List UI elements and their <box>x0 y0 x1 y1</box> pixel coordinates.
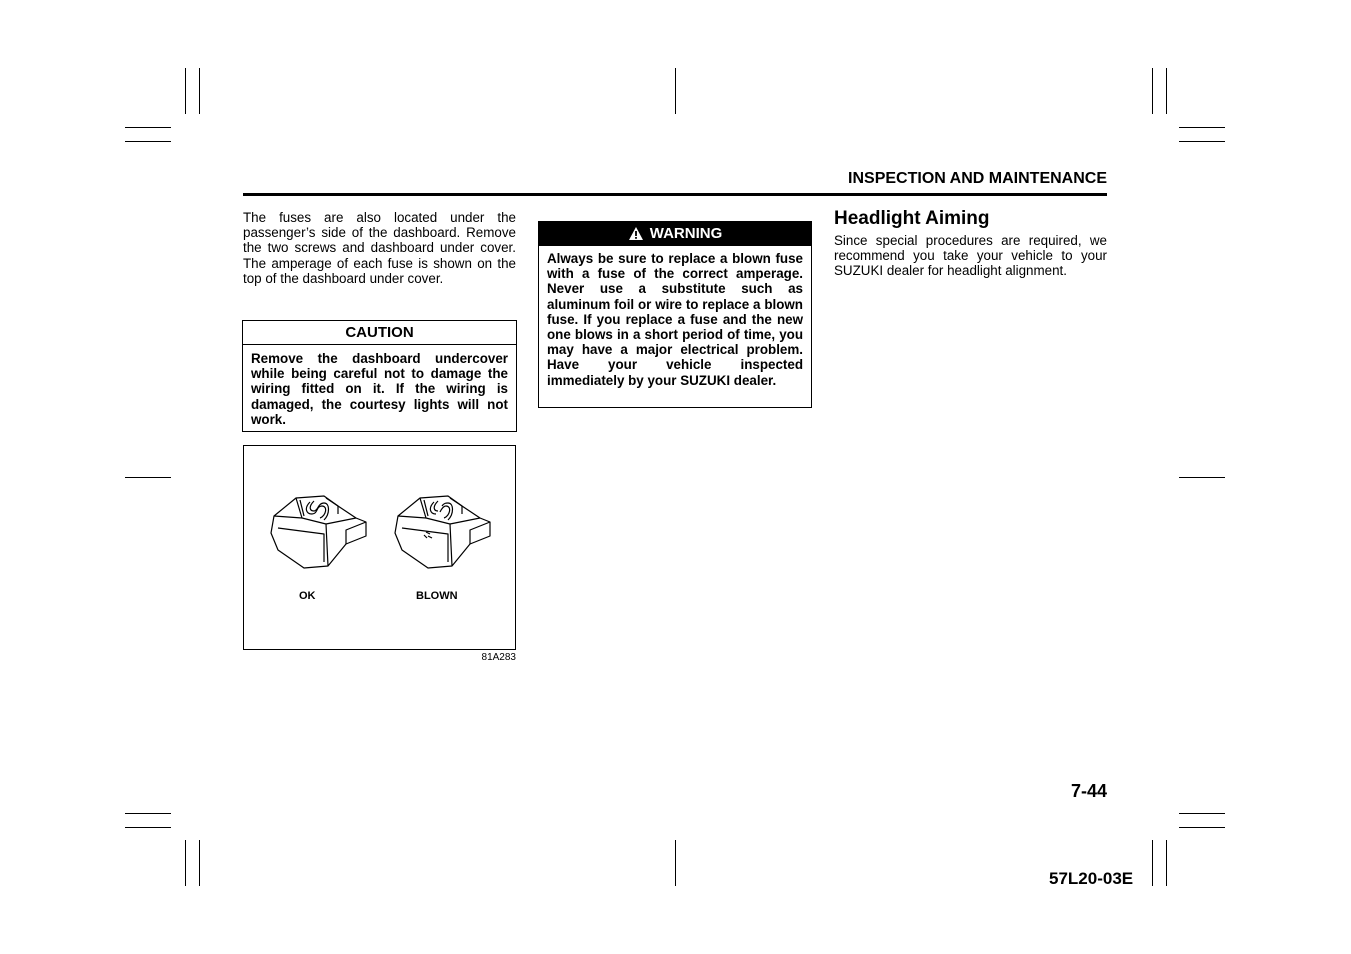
crop-mark <box>1166 68 1167 114</box>
fuse-location-text: The fuses are also located under the passenger’s side of the dashboard. Remove the two screws and dashboard under cover. The amperage of each fuse is shown on the top of the dashboard under cover. <box>243 210 516 286</box>
crop-mark <box>125 827 171 828</box>
crop-mark <box>199 68 200 114</box>
warning-box <box>538 221 812 408</box>
fuse-ok-label: OK <box>299 590 316 602</box>
crop-mark <box>1179 477 1225 478</box>
crop-mark <box>199 840 200 886</box>
page-number: 7-44 <box>1070 781 1107 801</box>
crop-mark <box>1166 840 1167 886</box>
crop-mark <box>125 127 171 128</box>
page-header <box>243 170 1107 196</box>
headlight-aiming-heading: Headlight Aiming <box>834 208 990 229</box>
fuse-ok-illustration <box>266 488 376 578</box>
crop-mark <box>185 68 186 114</box>
fuse-figure <box>243 445 516 650</box>
fuse-blown-illustration <box>390 488 500 578</box>
figure-code: 81A283 <box>481 652 516 663</box>
warning-heading-bar <box>539 222 811 246</box>
crop-mark <box>125 813 171 814</box>
caution-heading: CAUTION <box>243 321 516 345</box>
warning-heading: WARNING <box>649 225 723 242</box>
warning-text: Always be sure to replace a blown fuse with a fuse of the correct amperage. Never use a substitute such as aluminum foil or wire to replace a blown fuse. If you replace a fuse and the new one blows in a short period of time, you may have a major electrical problem. Have your vehicle inspected immediately by your SUZUKI dealer. <box>547 251 803 388</box>
warning-triangle-icon <box>628 226 644 241</box>
crop-mark <box>125 141 171 142</box>
caution-text: Remove the dashboard undercover while being careful not to damage the wiring fitted on it. If the wiring is damaged, the courtesy lights will not work. <box>251 351 508 427</box>
crop-mark <box>125 477 171 478</box>
crop-mark <box>1179 127 1225 128</box>
crop-mark <box>1152 68 1153 114</box>
crop-mark <box>675 840 676 886</box>
headlight-aiming-text: Since special procedures are required, we recommend you take your vehicle to your SUZUKI dealer for headlight alignment. <box>834 233 1107 279</box>
crop-mark <box>1179 813 1225 814</box>
crop-mark <box>1152 840 1153 886</box>
crop-mark <box>1179 141 1225 142</box>
crop-mark <box>675 68 676 114</box>
document-code: 57L20-03E <box>1049 869 1134 888</box>
section-title: INSPECTION AND MAINTENANCE <box>848 170 1107 187</box>
crop-mark <box>1179 827 1225 828</box>
caution-box <box>242 320 517 432</box>
crop-mark <box>185 840 186 886</box>
fuse-blown-label: BLOWN <box>416 590 458 602</box>
